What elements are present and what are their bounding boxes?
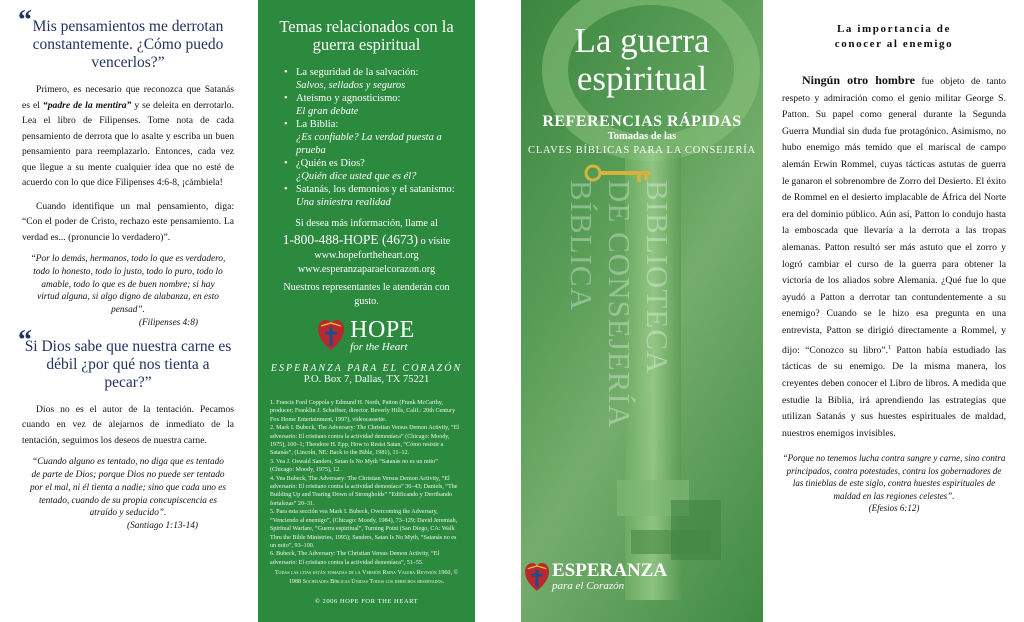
quote-mark-icon: “ (18, 5, 32, 36)
topic-item: • La Biblia: ¿Es confiable? La verdad puesta a prueba (284, 118, 463, 157)
topic-item: • La seguridad de la salvación: Salvos, sellados y seguros (284, 66, 463, 92)
verse-3-text: “Porque no tenemos lucha contra sangre y carne, sino contra principados, contra potestades, contra los gobernadores de las tinieblas de este siglo, contra huestes espirituales de maldad en las regiones celestes”. (782, 453, 1006, 501)
po-box: P.O. Box 7, Dallas, TX 75221 (303, 374, 430, 385)
footnotes (270, 399, 463, 586)
panel-cover (521, 0, 763, 622)
question-1-text: Mis pensamientos me derrotan constantemente. ¿Cómo puedo vencerlos?” (32, 18, 224, 71)
bible-version-note: Todas las citas están tomadas de la Versión Reina Valera Revisión 1960, © 1988 Sociedades Bíblicas Unidas Todos los derechos reservados. (274, 570, 459, 585)
verse-2-ref: (Santiago 1:13-14) (126, 521, 198, 532)
verse-block-3 (782, 452, 1006, 515)
answer-paragraph-2: Cuando identifique un mal pensamiento, diga: “Con el poder de Cristo, rechazo este pensamiento. La verdad es... (pronuncie lo verdadero)”. (22, 200, 234, 243)
verse-1-text: “Por lo demás, hermanos, todo lo que es verdadero, todo lo honesto, todo lo justo, todo lo puro, todo lo amable, todo lo que es de buen nombre; si hay virtud alguna, si algo digno de alabanza, en esto pensad”. (30, 254, 226, 316)
article-text: Ningún otro hombre fue objeto de tanto respeto y admiración como el genio militar George S. Patton. Su papel como general durante la Segunda Guerra Mundial sin duda fue protagónico. Asimismo, no hubo enemigo más temido que el mariscal de campo alemán Erwin Rommel, cuyas tácticas astutas de guerra le ganaron el sobrenombre de Zorro del Desierto. El éxito de Rommel en el desierto implacable de África del Norte era del dominio público. Aún así, Patton lo condujo hasta la emboscada que llevaría a la derrota a las tropas alemanas. Patton resultó ser más astuto que el zorro y logró cambiar el curso de la guerra para obtener la victoria de los aliados sobre Alemania. ¿Qué fue lo que ayudó a Patton a derrotar tan contundentemente a su enemigo? Cuando se le hizo esa pregunta en una entrevista, Patton se dirigió directamente a Rommel, y dijo: “Conozco su libro”.$^1$ Patton había estudiado las tácticas de su enemigo. De la misma manera, los creyentes deben conocer el Libro de libros. A medida que estudie la Biblia, irá aprendiendo las estrategias que utilizan Satanás y sus huestes espirituales de maldad, nuestros enemigos invisibles. (782, 73, 1006, 439)
logo-corazon-text: para el Corazón (552, 580, 625, 592)
topic-list (270, 66, 463, 209)
question-heading-1 (18, 5, 234, 72)
cover-title: La guerra espiritual (574, 21, 710, 98)
related-topics-title: Temas relacionados con la guerra espiritual (279, 17, 454, 54)
esperanza-logo (525, 562, 667, 592)
answer-paragraph-1: Primero, es necesario que reconozca que Satanás es el “padre de la mentira” y se deleita en derrotarlo. Lea el libro de Filipenses. Tome nota de cada pensamiento de derrota que lo asalte y escriba un buen pensamiento para reemplazarlo. Entonces, cada vez que llegue a su mente cualquier idea que no esté de acuerdo con lo que dice Filipenses 4:6-8, ¡cámbiela! (22, 84, 234, 188)
footnote: 5. Para esta sección vea Mark I. Bubeck, Overcoming the Adversary, “Venciendo al enemigo”, (Chicago: Moody, 1984), 73–129; David Jeremiah, Spiritual Warfare, “Guerra espiritual”, Turning Point (San Diego, CA: Walk Thru the Bible Ministries, 1995); Sanders, Satan Is No Myth, “Satanás no es un mito”, 93–100. (270, 509, 458, 549)
phone-number[interactable]: 1-800-488-HOPE (4673) (282, 232, 419, 247)
vertical-biblioteca: BIBLIOTECA (640, 180, 675, 375)
hope-logo (270, 315, 463, 355)
logo-hope-text: HOPE (350, 316, 415, 343)
verse-block-2 (30, 456, 226, 533)
answer-paragraph-3: Dios no es el autor de la tentación. Pecamos cuando en vez de alejarnos de inmediato de la tentación, seguimos los deseos de nuestra carne. (22, 403, 234, 446)
quote-mark-icon: “ (18, 324, 32, 356)
verse-3-ref: (Efesios 6:12) (868, 503, 920, 514)
footnote: 6. Bubeck, The Adversary: The Christian Versus Demon Activity, “El adversario: El cristiano contra la actividad demoníaca”, 51–55. (270, 551, 440, 566)
info-line: Si desea más información, llame al (295, 218, 438, 229)
footnote: 2. Mark I. Bubeck, The Adversary: The Christian Versus Demon Activity, “El adversario: El cristiano contra la actividad demoníaca” (Chicago: Moody, 1975), 100–1; Theodore H. Epp, How to Resist Satan, “Cómo resistir a Satanás”, (Lincoln, NE: Back to the Bible, 1981), 11–12. (270, 425, 459, 457)
quick-references: REFERENCIAS RÁPIDAS (542, 113, 742, 130)
topic-item: • ¿Quién es Dios? ¿Quién dice usted que es él? (284, 157, 463, 183)
footnote-marker: 1 (888, 344, 892, 351)
website-link-2[interactable]: www.esperanzaparaelcorazon.org (297, 264, 436, 275)
contact-info: Si desea más información, llame al 1-800-488-HOPE (4673) o visite www.hopefortheheart.org www.esperanzaparaelcorazon.org Nuestros representantes le atenderán con gusto. (270, 217, 463, 309)
esperanza-line: ESPERANZA PARA EL CORAZÓN (270, 363, 463, 374)
verse-2-text: “Cuando alguno es tentado, no diga que es tentado de parte de Dios; porque Dios no puede ser tentado por el mal, ni él tienta a nadie; sino que cada uno es tentado, cuando de su propia concupiscencia es atraído y seducido”. (30, 457, 226, 519)
question-heading-2 (18, 324, 234, 392)
website-link-1[interactable]: www.hopefortheheart.org (314, 250, 419, 261)
footnote: 1. Francis Ford Coppola y Edmund H. North, Patton (Frank McCarthy, producer; Franklin J. Schaffner, director. Beverly Hills, Calif.: 20th Century Fox Home Entertainment, 1997), videocassette. (270, 400, 456, 423)
heart-logo-icon (525, 562, 549, 592)
panel-questions (0, 0, 250, 622)
topic-item: • Satanás, los demonios y el satanismo: Una siniestra realidad (284, 183, 463, 209)
topic-item: • Ateísmo y agnosticismo: El gran debate (284, 92, 463, 118)
reps-note: Nuestros representantes le atenderán con gusto. (283, 282, 450, 307)
keys-line: CLAVES BÍBLICAS PARA LA CONSEJERÍA (528, 145, 756, 156)
section-heading: La importancia de conocer al enemigo (834, 23, 954, 50)
taken-from: Tomadas de las (607, 131, 677, 142)
verse-block-1 (30, 253, 226, 330)
vertical-consejeria: DE CONSEJERÍA (602, 180, 637, 429)
logo-for-text: for the Heart (350, 340, 408, 353)
vertical-biblica: BÍBLICA (564, 180, 599, 311)
panel-know-enemy (770, 0, 1024, 622)
footnote: 4. Vea Bubeck, The Adversary: The Christian Versus Demon Activity, “El adversario: El cristiano contra la actividad demoníaca” 36–43; Daniels, “The Building Up and Tearing Down of Strongholds” “Edificando y Derribando fortalezas” 20–31. (270, 475, 458, 507)
copyright: © 2006 HOPE FOR THE HEART (314, 597, 419, 605)
footnote: 3. Vea J. Oswald Sanders, Satan Is No Myth “Satanás no es un mito” (Chicago: Moody, 1975), 12. (270, 458, 438, 474)
panel-related-topics (258, 0, 475, 622)
heart-logo-icon (318, 319, 344, 351)
question-2-text: Si Dios sabe que nuestra carne es débil ¿por qué nos tienta a pecar?” (24, 337, 232, 391)
logo-esperanza-text: ESPERANZA (552, 560, 668, 581)
verse-1-ref: (Filipenses 4:8) (138, 317, 198, 328)
